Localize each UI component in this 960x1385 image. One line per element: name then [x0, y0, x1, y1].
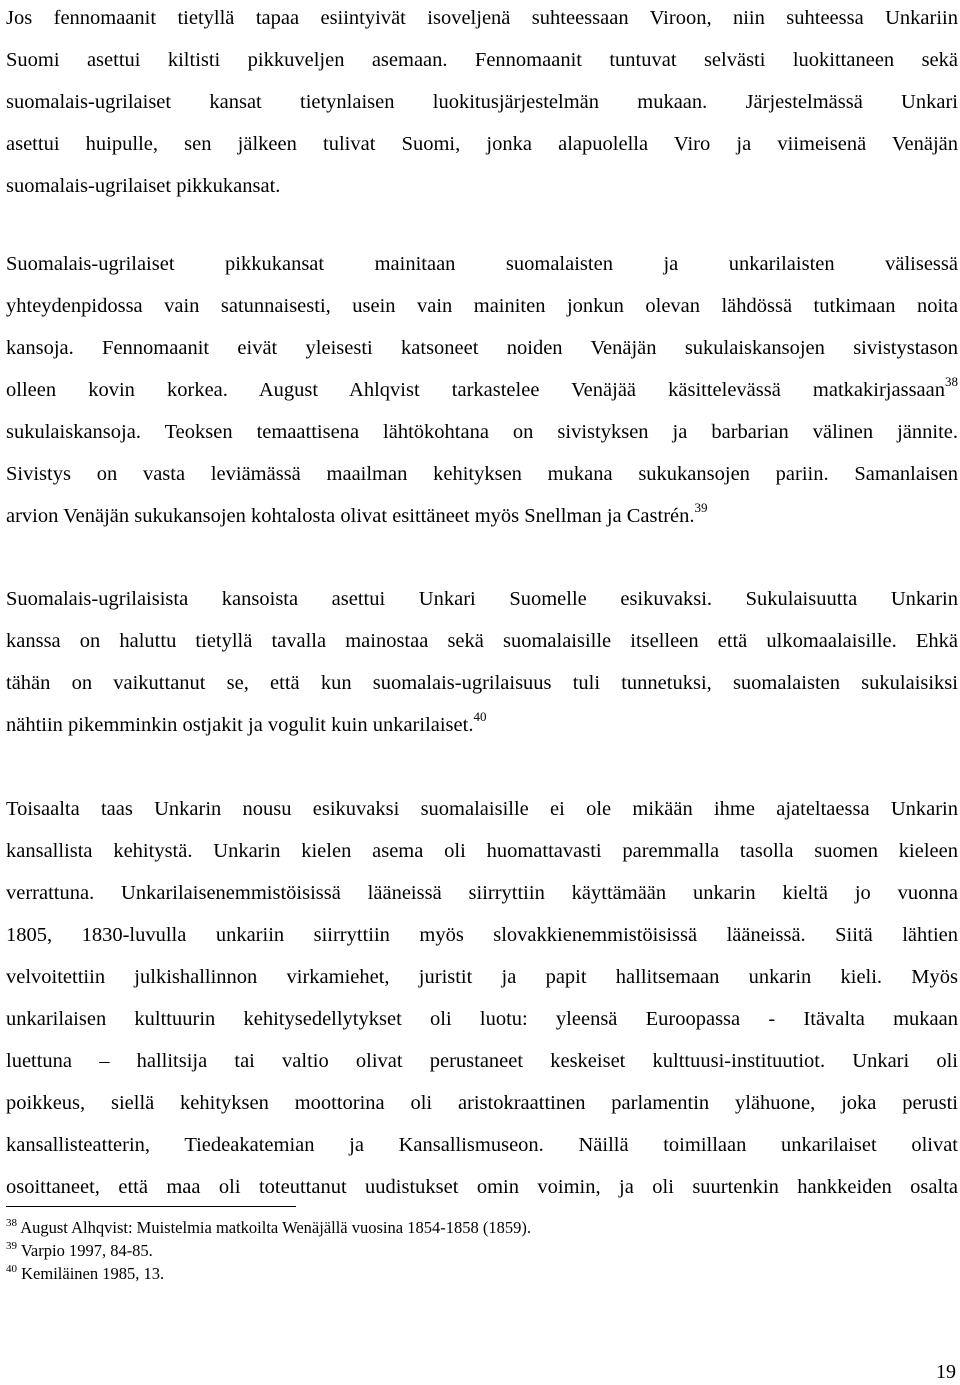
footnote-ref-40: 40	[473, 709, 487, 724]
paragraph-line: suomalais-ugrilaiset kansat tietynlaisen luokitusjärjestelmän mukaan. Järjestelmässä Unkari	[6, 91, 958, 113]
paragraph-line: unkarilaisen kulttuurin kehitysedellytykset oli luotu: yleensä Euroopassa - Itävalta mukaan	[6, 1008, 958, 1030]
footnotes	[6, 1216, 906, 1285]
paragraph-line: Jos fennomaanit tietyllä tapaa esiintyivät isoveljenä suhteessaan Viroon, niin suhteessa Unkariin	[6, 7, 958, 29]
paragraph-line: Suomalais-ugrilaiset pikkukansat mainitaan suomalaisten ja unkarilaisten välisessä	[6, 253, 958, 275]
footnote-39	[6, 1239, 906, 1262]
paragraph-line: kansallista kehitystä. Unkarin kielen asema oli huomattavasti paremmalla tasolla suomen kieleen	[6, 840, 958, 862]
paragraph-line: Toisaalta taas Unkarin nousu esikuvaksi suomalaisille ei ole mikään ihme ajateltaessa Unkarin	[6, 798, 958, 820]
footnote-text: Varpio 1997, 84-85.	[20, 1241, 153, 1260]
paragraph-line-text: arvion Venäjän sukukansojen kohtalosta olivat esittäneet myös Snellman ja Castrén.	[6, 505, 695, 527]
footnote-number: 39	[6, 1240, 17, 1252]
paragraph-line: asettui huipulle, sen jälkeen tulivat Suomi, jonka alapuolella Viro ja viimeisenä Venäjän	[6, 133, 958, 155]
paragraph-1	[6, 0, 958, 207]
paragraph-line: Suomalais-ugrilaisista kansoista asettui Unkari Suomelle esikuvaksi. Sukulaisuutta Unkarin	[6, 588, 958, 610]
paragraph-line: Sivistys on vasta leviämässä maailman kehityksen mukana sukukansojen pariin. Samanlaisen	[6, 463, 958, 485]
footnote-ref-39: 39	[694, 500, 708, 515]
paragraph-line: kanssa on haluttu tietyllä tavalla mainostaa sekä suomalaisille itselleen että ulkomaalaisille. Ehkä	[6, 630, 958, 652]
paragraph-line: yhteydenpidossa vain satunnaisesti, usein vain mainiten jonkun olevan lähdössä tutkimaan noita	[6, 295, 958, 317]
footnote-separator	[6, 1206, 296, 1207]
paragraph-line-with-ref	[6, 495, 958, 537]
footnote-number: 38	[6, 1217, 17, 1229]
footnote-38	[6, 1216, 906, 1239]
page-number: 19	[936, 1361, 956, 1383]
footnote-text: Kemiläinen 1985, 13.	[21, 1264, 165, 1283]
footnote-ref-38: 38	[945, 374, 958, 389]
paragraph-line: suomalais-ugrilaiset pikkukansat.	[6, 175, 281, 197]
paragraph-line: osoittaneet, että maa oli toteuttanut uudistukset omin voimin, ja oli suurtenkin hankkeiden osalta	[6, 1176, 958, 1198]
paragraph-line: 1805, 1830-luvulla unkariin siirryttiin myös slovakkienemmistöisissä lääneissä. Siitä lähtien	[6, 924, 958, 946]
paragraph-line: kansallisteatterin, Tiedeakatemian ja Kansallismuseon. Näillä toimillaan unkarilaiset olivat	[6, 1134, 958, 1156]
paragraph-line: Suomi asettui kiltisti pikkuveljen asemaan. Fennomaanit tuntuvat selvästi luokittaneen sekä	[6, 49, 958, 71]
footnote-number: 40	[6, 1263, 17, 1275]
footnote-40	[6, 1262, 906, 1285]
paragraph-line-text: olleen kovin korkea. August Ahlqvist tarkastelee Venäjää käsittelevässä matkakirjassaan	[6, 379, 945, 401]
paragraph-3	[6, 578, 958, 746]
paragraph-line: luettuna – hallitsija tai valtio olivat perustaneet keskeiset kulttuusi-instituutiot. Unkari oli	[6, 1050, 958, 1072]
paragraph-line: velvoitettiin julkishallinnon virkamiehet, juristit ja papit hallitsemaan unkarin kieli. Myös	[6, 966, 958, 988]
paragraph-line: kansoja. Fennomaanit eivät yleisesti katsoneet noiden Venäjän sukulaiskansojen sivistystason	[6, 337, 958, 359]
paragraph-line: sukulaiskansoja. Teoksen temaattisena lähtökohtana on sivistyksen ja barbarian välinen jännite.	[6, 421, 958, 443]
footnote-text: August Alhqvist: Muistelmia matkoilta Wenäjällä vuosina 1854-1858 (1859).	[20, 1218, 531, 1237]
paragraph-2	[6, 243, 958, 537]
paragraph-line: verrattuna. Unkarilaisenemmistöisissä lääneissä siirryttiin käyttämään unkarin kieltä jo vuonna	[6, 882, 958, 904]
paragraph-line-text: nähtiin pikemminkin ostjakit ja vogulit kuin unkarilaiset.	[6, 714, 474, 736]
paragraph-line: poikkeus, siellä kehityksen moottorina oli aristokraattinen parlamentin ylähuone, joka perusti	[6, 1092, 958, 1114]
paragraph-4	[6, 788, 958, 1208]
paragraph-line-with-ref	[6, 369, 958, 411]
paragraph-line: tähän on vaikuttanut se, että kun suomalais-ugrilaisuus tuli tunnetuksi, suomalaisten sukulaisiksi	[6, 672, 958, 694]
paragraph-line-with-ref	[6, 704, 958, 746]
